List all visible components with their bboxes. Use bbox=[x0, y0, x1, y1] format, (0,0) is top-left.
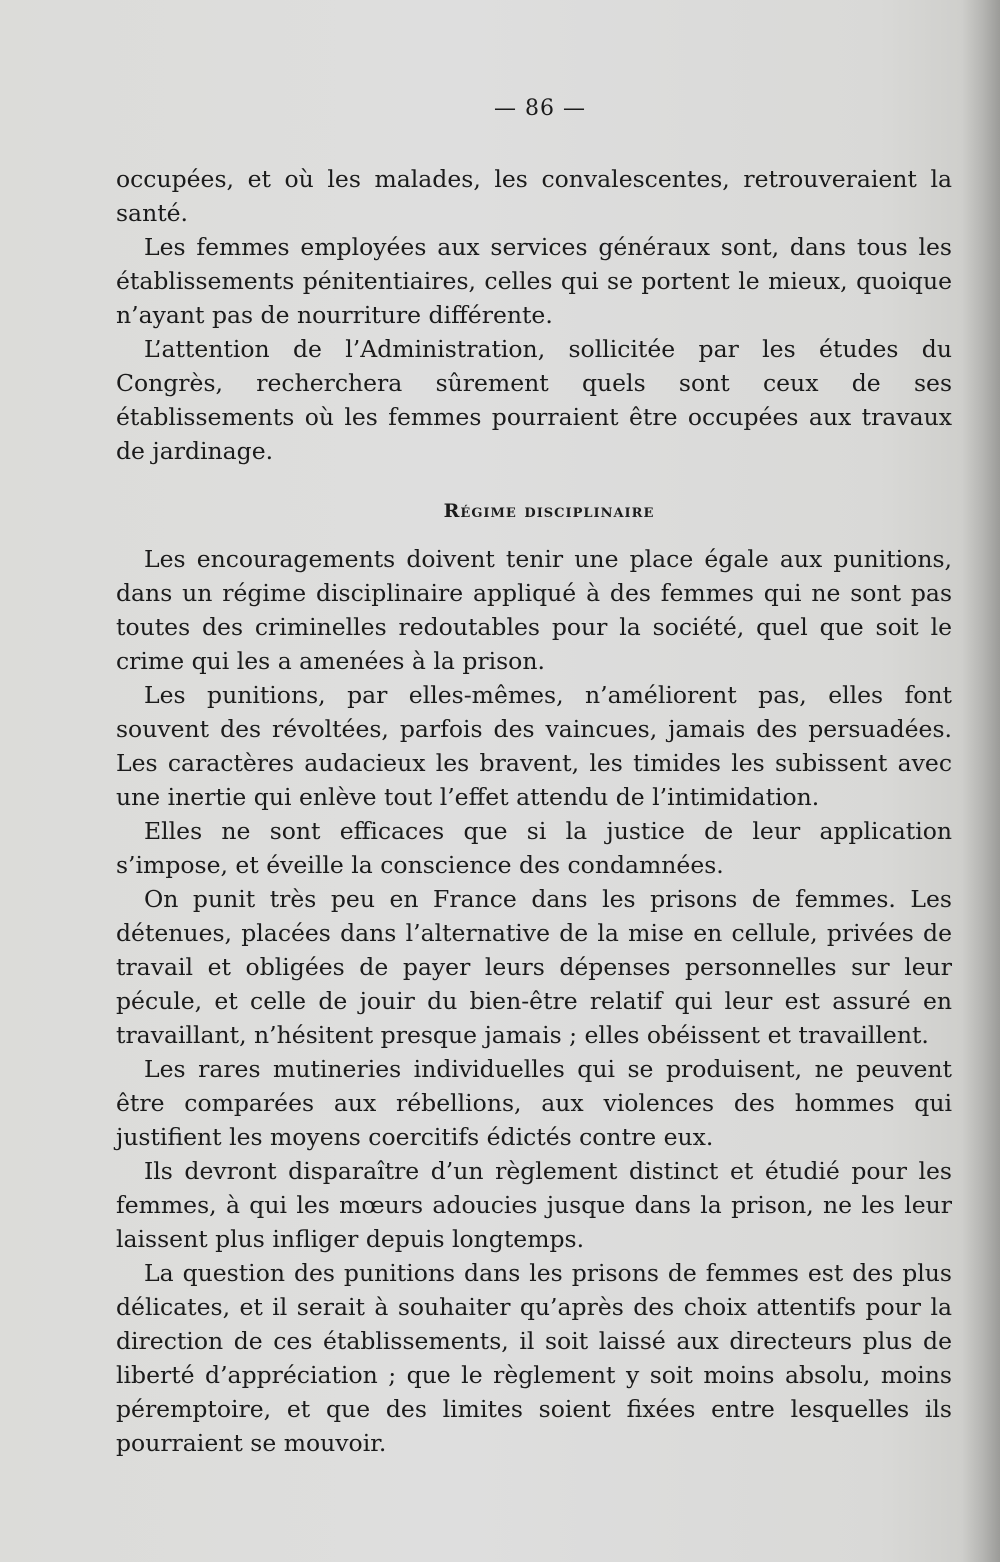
paragraph: Les punitions, par elles-mêmes, n’améliorent pas, elles font souvent des révoltées, parfois des vaincues, jamais des persuadées. Les caractères audacieux les bravent, les timides les subissent avec une inertie qui enlève tout l’effet attendu de l’intimidation. bbox=[116, 681, 952, 811]
page-body bbox=[116, 162, 952, 1460]
paragraph: On punit très peu en France dans les prisons de femmes. Les détenues, placées dans l’alternative de la mise en cellule, privées de travail et obligées de payer leurs dépenses personnelles sur leur pécule, et celle de jouir du bien-être relatif qui leur est assuré en travaillant, n’hésitent presque jamais ; elles obéissent et travaillent. bbox=[116, 885, 952, 1049]
paragraph: Les femmes employées aux services généraux sont, dans tous les établissements pénitentiaires, celles qui se portent le mieux, quoique n’ayant pas de nourriture différente. bbox=[116, 233, 952, 329]
page-edge-shadow bbox=[962, 0, 1000, 1562]
paragraph: Les rares mutineries individuelles qui se produisent, ne peuvent être comparées aux rébellions, aux violences des hommes qui justifient les moyens coercitifs édictés contre eux. bbox=[116, 1055, 952, 1151]
page-number: — 86 — bbox=[494, 96, 586, 121]
paragraph: L’attention de l’Administration, sollicitée par les études du Congrès, recherchera sûrement quels sont ceux de ses établissements où les femmes pourraient être occupées aux travaux de jardinage. bbox=[116, 335, 952, 465]
paragraph: Elles ne sont efficaces que si la justice de leur application s’impose, et éveille la conscience des condamnées. bbox=[116, 817, 952, 879]
paragraph: occupées, et où les malades, les convalescentes, retrouveraient la santé. bbox=[116, 165, 952, 227]
section-heading: Régime disciplinaire bbox=[443, 500, 655, 522]
paragraph: La question des punitions dans les prisons de femmes est des plus délicates, et il serait à souhaiter qu’après des choix attentifs pour la direction de ces établissements, il soit laissé aux directeurs plus de liberté d’appréciation ; que le règlement y soit moins absolu, moins péremptoire, et que des limites soient fixées entre lesquelles ils pourraient se mouvoir. bbox=[116, 1259, 952, 1457]
paragraph: Ils devront disparaître d’un règlement distinct et étudié pour les femmes, à qui les mœurs adoucies jusque dans la prison, ne les leur laissent plus infliger depuis longtemps. bbox=[116, 1157, 952, 1253]
paragraph: Les encouragements doivent tenir une place égale aux punitions, dans un régime disciplinaire appliqué à des femmes qui ne sont pas toutes des criminelles redoutables pour la société, quel que soit le crime qui les a amenées à la prison. bbox=[116, 545, 952, 675]
